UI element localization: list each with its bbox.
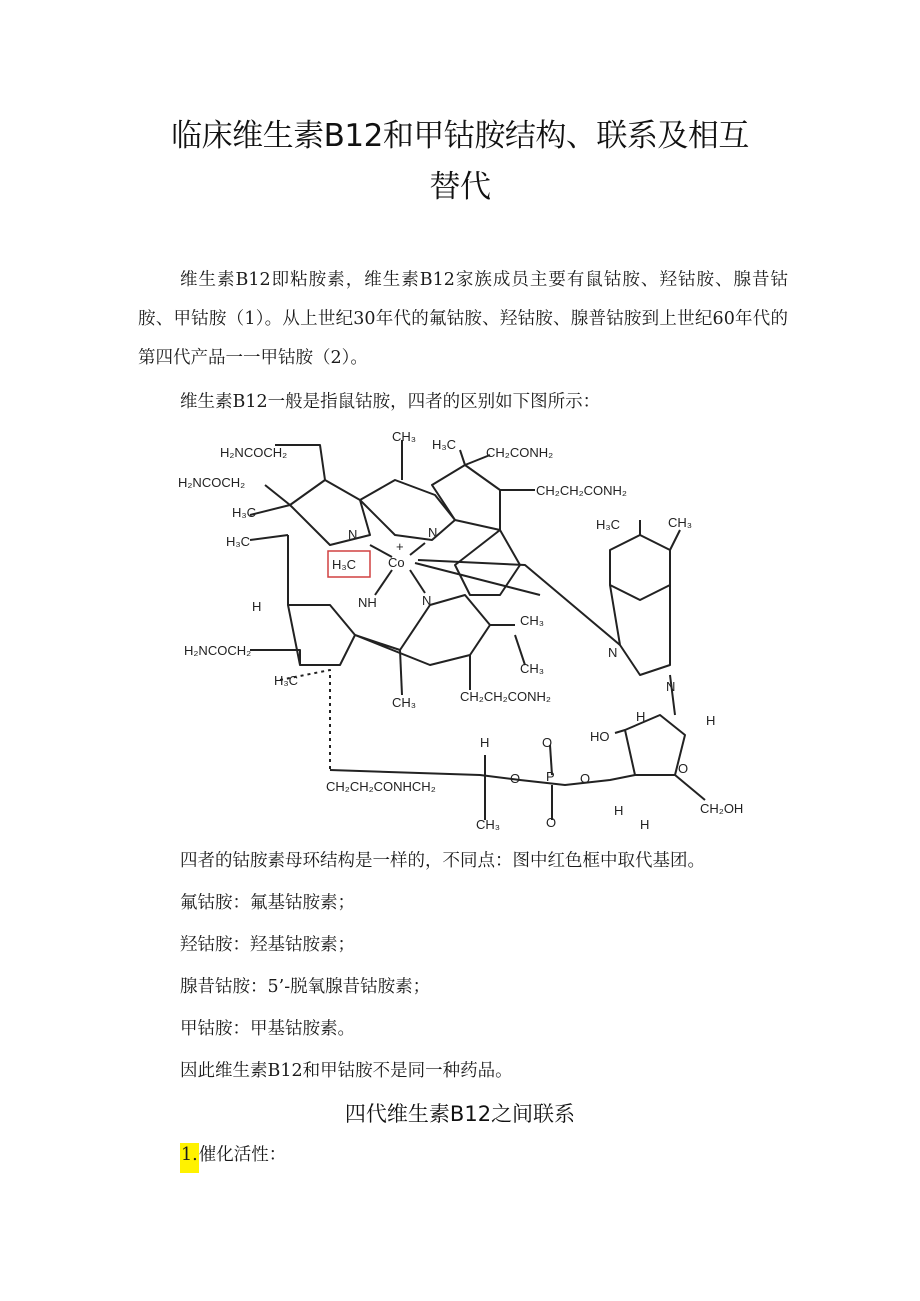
- list-item: 羟钴胺：羟基钴胺素；: [180, 935, 355, 955]
- label-o2: O: [510, 771, 521, 786]
- label-h2ncoch2-bottom: H₂NCOCH₂: [184, 643, 252, 658]
- numbered-item: [180, 1136, 286, 1175]
- label-ch3-chain: CH₃: [476, 817, 501, 832]
- label-ch2ch2conh2-bottom: CH₂CH₂CONH₂: [460, 689, 551, 704]
- label-h3c-2: H₃C: [226, 534, 251, 549]
- document-title-line1: 临床维生素B12和甲钴胺结构、联系及相互: [171, 118, 749, 154]
- ribose-ring: [625, 715, 685, 775]
- label-h-c: H: [614, 803, 624, 818]
- label-ch3-top: CH₃: [392, 429, 417, 444]
- imidazole-ring: [610, 585, 670, 675]
- ring-b: [360, 480, 455, 540]
- list-item: 甲钴胺：甲基钴胺素。: [180, 1019, 355, 1039]
- molecule-diagram: [170, 425, 760, 835]
- section-heading: 四代维生素B12之间联系: [344, 1102, 576, 1126]
- label-h3c-1: H₃C: [232, 505, 257, 520]
- benzene-ring: [610, 535, 670, 600]
- label-ch2conh2: CH₂CONH₂: [486, 445, 554, 460]
- label-plus: +: [396, 539, 404, 554]
- label-p: P: [546, 769, 555, 784]
- ring-c: [432, 465, 500, 530]
- label-ch3-b3: CH₃: [520, 661, 545, 676]
- label-n1: N: [348, 527, 358, 542]
- label-nh: NH: [358, 595, 377, 610]
- cobalamin-structure-figure: [170, 425, 760, 835]
- label-o3: O: [546, 815, 557, 830]
- conclusion-line: 因此维生素B12和甲钴胺不是同一种药品。: [180, 1061, 513, 1081]
- label-h2ncoch2-top: H₂NCOCH₂: [220, 445, 288, 460]
- label-h-d: H: [640, 817, 650, 832]
- label-ho: HO: [590, 729, 610, 744]
- label-chain: CH₂CH₂CONHCH₂: [326, 779, 436, 794]
- intro-paragraph: 维生素B12即粘胺素，维生素B12家族成员主要有鼠钴胺、羟钴胺、腺昔钴胺、甲钴胺（1）。从上世纪30年代的氟钴胺、羟钴胺、腺普钴胺到上世纪60年代的第四代产品一一甲钴胺（2）。: [138, 270, 788, 368]
- label-co: Co: [388, 555, 405, 570]
- label-h-e: H: [480, 735, 490, 750]
- label-n2: N: [428, 525, 438, 540]
- label-n-benz2: N: [666, 679, 676, 694]
- label-h3c-boxed: H₃C: [332, 557, 357, 572]
- figure-intro-line: 维生素B12一般是指鼠钴胺，四者的区别如下图所示：: [180, 392, 601, 412]
- label-n-benz1: N: [608, 645, 618, 660]
- item-text: 催化活性：: [198, 1145, 287, 1165]
- label-h2ncoch2-left: H₂NCOCH₂: [178, 475, 246, 490]
- ring-a: [290, 480, 370, 545]
- list-item: 氟钴胺：氟基钴胺素；: [180, 893, 355, 913]
- label-h-a: H: [636, 709, 646, 724]
- list-item: 腺昔钴胺：5’-脱氧腺昔钴胺素；: [180, 977, 431, 997]
- item-number-highlight: 1.: [180, 1143, 199, 1173]
- label-h3c-top: H₃C: [432, 437, 457, 452]
- label-h-b: H: [706, 713, 716, 728]
- label-o-ring: O: [678, 761, 689, 776]
- label-ch3-ring-right: CH₃: [668, 515, 693, 530]
- document-title-line2: 替代: [429, 169, 491, 205]
- figure-note-line: 四者的钴胺素母环结构是一样的，不同点：图中红色框中取代基团。: [180, 851, 705, 871]
- label-o-minus: O: [542, 735, 553, 750]
- label-h3c-ring-left: H₃C: [596, 517, 621, 532]
- label-ch2ch2conh2-right: CH₂CH₂CONH₂: [536, 483, 627, 498]
- ring-e: [288, 605, 355, 665]
- label-o1: O: [580, 771, 591, 786]
- label-h-left: H: [252, 599, 262, 614]
- label-ch3-b1: CH₃: [392, 695, 417, 710]
- label-ch3-b2: CH₃: [520, 613, 545, 628]
- label-ch2oh: CH₂OH: [700, 801, 744, 816]
- label-h3c-3: H₃C: [274, 673, 299, 688]
- label-n3: N: [422, 593, 432, 608]
